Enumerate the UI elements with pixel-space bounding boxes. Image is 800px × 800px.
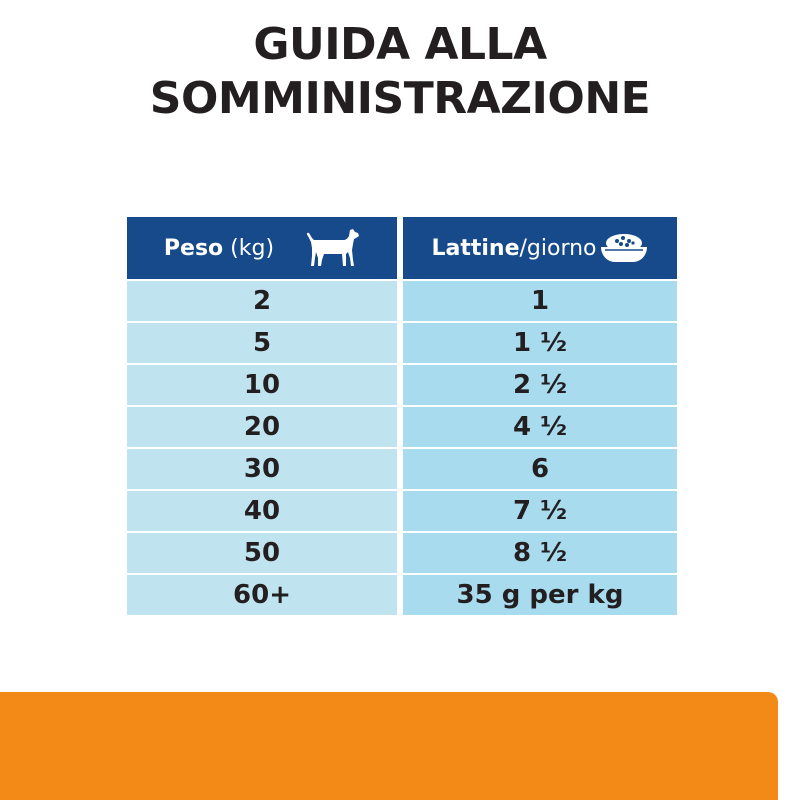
dog-icon xyxy=(304,226,360,270)
header-weight-label: Peso xyxy=(163,235,224,261)
table-row xyxy=(127,407,677,447)
weight-cell: 60+ xyxy=(127,575,397,615)
cans-cell: 1 ½ xyxy=(403,323,677,363)
header-cans-label: Lattine xyxy=(431,235,520,261)
cans-cell: 35 g per kg xyxy=(403,575,677,615)
cans-cell: 4 ½ xyxy=(403,407,677,447)
weight-cell: 10 xyxy=(127,365,397,405)
page-title xyxy=(0,18,800,126)
cans-cell: 1 xyxy=(403,281,677,321)
table-row xyxy=(127,491,677,531)
table-row xyxy=(127,281,677,321)
title-line-2: SOMMINISTRAZIONE xyxy=(149,73,651,124)
orange-footer-band xyxy=(0,692,778,800)
header-cans-unit: /giorno xyxy=(519,235,597,261)
table-row xyxy=(127,449,677,489)
weight-cell: 40 xyxy=(127,491,397,531)
weight-cell: 20 xyxy=(127,407,397,447)
cans-cell: 6 xyxy=(403,449,677,489)
weight-cell: 50 xyxy=(127,533,397,573)
table-header xyxy=(127,217,677,279)
weight-cell: 5 xyxy=(127,323,397,363)
table-row xyxy=(127,575,677,615)
weight-cell: 2 xyxy=(127,281,397,321)
feeding-table xyxy=(127,217,677,615)
table-row xyxy=(127,533,677,573)
food-bowl-icon xyxy=(599,231,649,265)
cans-cell: 2 ½ xyxy=(403,365,677,405)
title-line-1: GUIDA ALLA xyxy=(253,19,547,70)
cans-cell: 7 ½ xyxy=(403,491,677,531)
weight-cell: 30 xyxy=(127,449,397,489)
table-row xyxy=(127,323,677,363)
table-row xyxy=(127,365,677,405)
header-weight xyxy=(127,217,397,279)
cans-cell: 8 ½ xyxy=(403,533,677,573)
header-cans xyxy=(403,217,677,279)
header-weight-unit: (kg) xyxy=(223,235,275,261)
